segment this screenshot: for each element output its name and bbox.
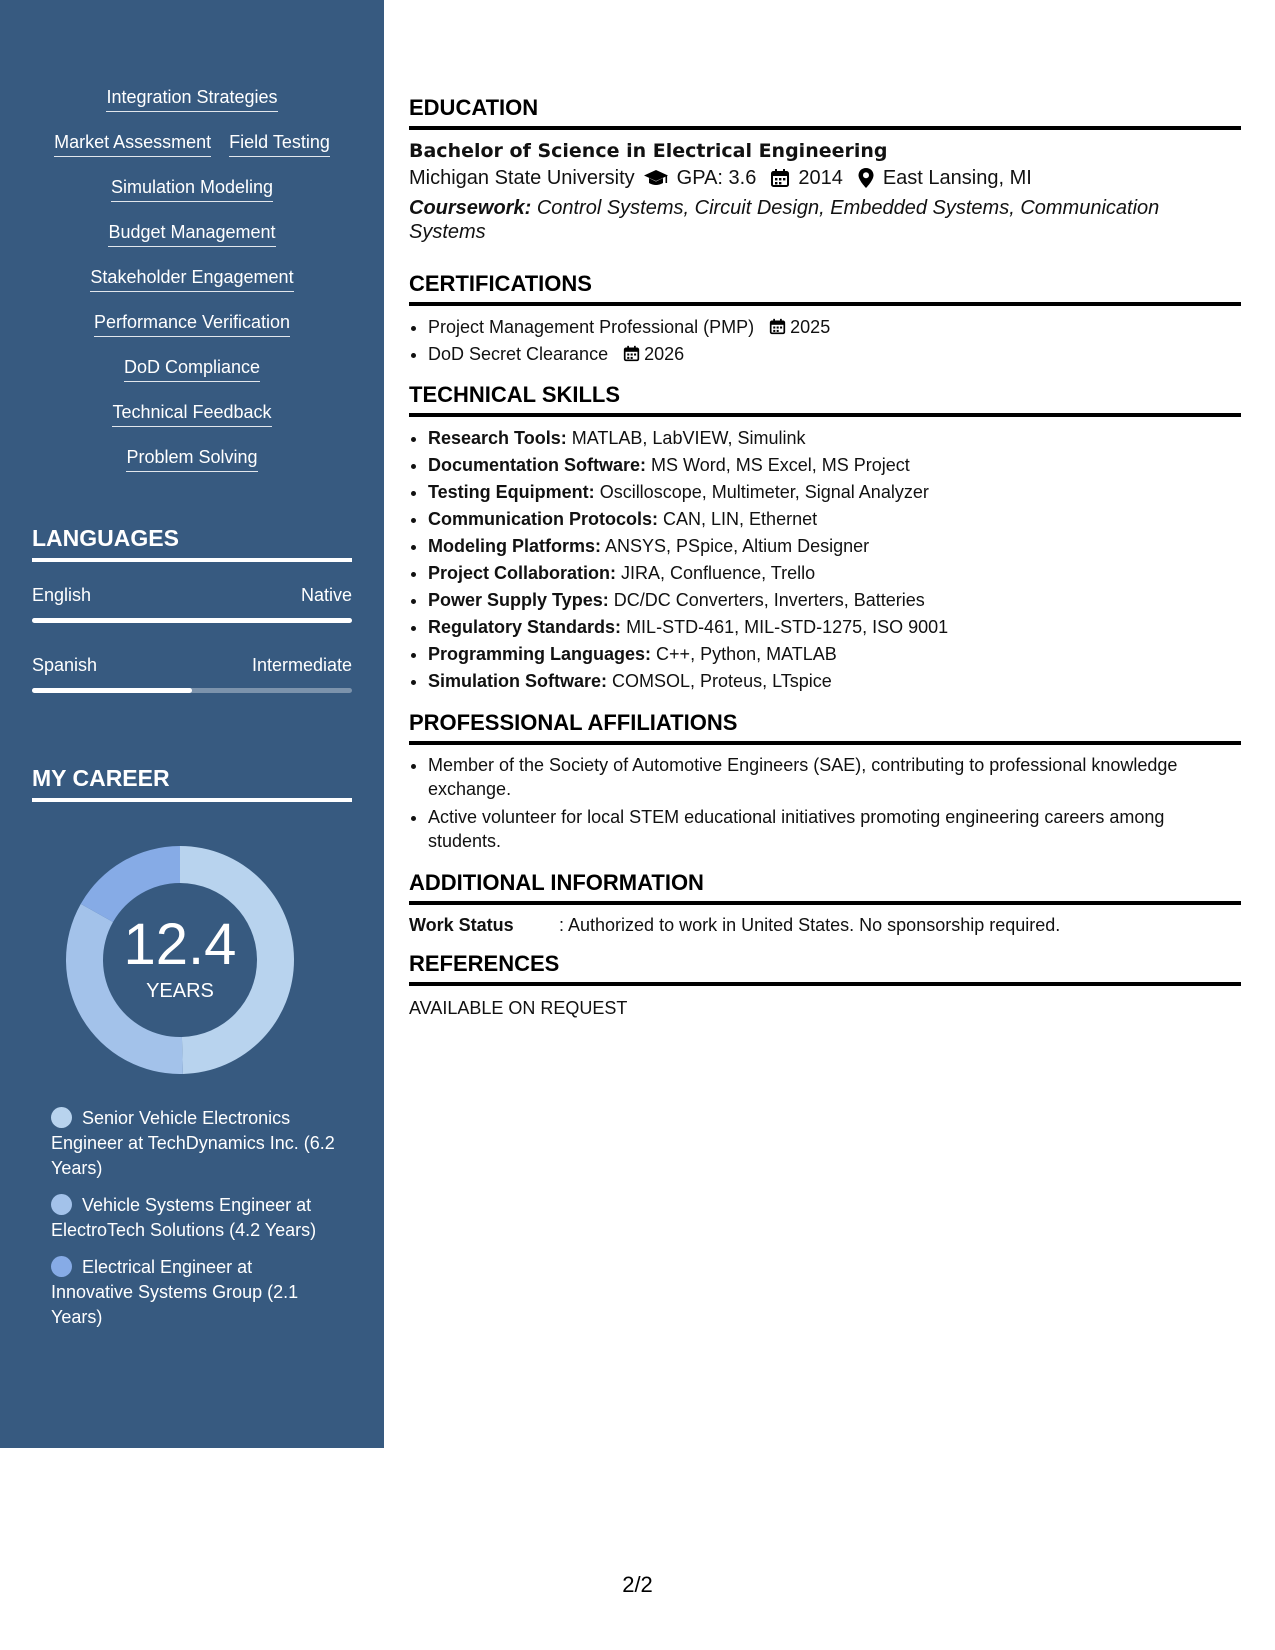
school-location: East Lansing, MI	[882, 167, 1032, 189]
language-name: Spanish	[32, 655, 98, 675]
additional-info-section	[409, 869, 1241, 937]
language-bar-fill	[32, 688, 192, 693]
section-title: ADDITIONAL INFORMATION	[409, 869, 1241, 905]
school-name: Michigan State University	[409, 167, 635, 189]
skill-label: Regulatory Standards:	[428, 617, 622, 637]
education-details	[409, 164, 1241, 192]
section-title: PROFESSIONAL AFFILIATIONS	[409, 709, 1241, 745]
language-bar	[32, 688, 352, 693]
skill-label: Communication Protocols:	[428, 509, 659, 529]
skill-label: Power Supply Types:	[428, 590, 609, 610]
section-title: EDUCATION	[409, 94, 1241, 130]
skill-tag: Integration Strategies	[106, 86, 277, 112]
work-status-row	[409, 913, 1241, 937]
skill-value: MIL-STD-461, MIL-STD-1275, ISO 9001	[626, 617, 949, 637]
skill-label: Research Tools:	[428, 428, 567, 448]
coursework	[409, 196, 1241, 244]
skill-row	[32, 356, 352, 401]
skill-tag: Performance Verification	[94, 311, 290, 337]
career-donut-chart	[66, 846, 294, 1074]
skill-tag: Stakeholder Engagement	[90, 266, 293, 292]
skill-label: Simulation Software:	[428, 671, 608, 691]
skill-tag: Market Assessment	[54, 131, 211, 157]
skill-tag: DoD Compliance	[124, 356, 260, 382]
language-level: Intermediate	[251, 655, 352, 675]
skill-label: Project Collaboration:	[428, 563, 617, 583]
career-entry-text: Senior Vehicle Electronics Engineer at TechDynamics Inc. (6.2 Years)	[51, 1108, 335, 1178]
skill-item	[428, 587, 1241, 614]
technical-skills-list	[409, 425, 1241, 695]
career-entry-text: Vehicle Systems Engineer at ElectroTech Solutions (4.2 Years)	[51, 1195, 317, 1240]
career-legend-item	[51, 1106, 336, 1181]
career-legend-item	[51, 1255, 336, 1330]
sidebar	[0, 0, 384, 1448]
skill-value: COMSOL, Proteus, LTspice	[612, 671, 832, 691]
certifications-list	[409, 314, 1241, 368]
education-section	[409, 94, 1241, 244]
page-number: 2/2	[622, 1572, 653, 1597]
skill-tag: Technical Feedback	[112, 401, 271, 427]
skill-row	[32, 176, 352, 221]
legend-dot-icon	[51, 1107, 72, 1128]
skill-row	[32, 131, 352, 176]
language-english	[32, 584, 352, 623]
skill-value: JIRA, Confluence, Trello	[621, 563, 816, 583]
references-section	[409, 950, 1241, 1020]
skill-value: C++, Python, MATLAB	[656, 644, 837, 664]
certification-name: DoD Secret Clearance	[428, 344, 609, 364]
certifications-section	[409, 270, 1241, 368]
calendar-icon	[770, 168, 790, 188]
work-status-label: Work Status	[409, 915, 514, 935]
languages-heading: LANGUAGES	[32, 524, 352, 562]
skill-row	[32, 401, 352, 446]
skill-label: Testing Equipment:	[428, 482, 595, 502]
skill-item	[428, 641, 1241, 668]
affiliations-section	[409, 709, 1241, 857]
skill-row	[32, 221, 352, 266]
technical-skills-section	[409, 381, 1241, 695]
affiliations-list	[409, 753, 1241, 853]
skill-item	[428, 533, 1241, 560]
gpa: GPA: 3.6	[676, 167, 757, 189]
skill-row	[32, 266, 352, 311]
skill-label: Programming Languages:	[428, 644, 652, 664]
affiliation-item: • Member of the Society of Automotive Engineers (SAE), contributing to professional knowledge exchange.	[428, 753, 1241, 801]
career-heading: MY CAREER	[32, 764, 352, 802]
certification-name: Project Management Professional (PMP)	[428, 317, 755, 337]
language-bar-fill	[32, 618, 352, 623]
skill-tag: Simulation Modeling	[111, 176, 273, 202]
skill-value: CAN, LIN, Ethernet	[663, 509, 818, 529]
skill-row	[32, 311, 352, 356]
career-years-label: YEARS	[146, 980, 214, 1002]
section-title: TECHNICAL SKILLS	[409, 381, 1241, 417]
skill-item	[428, 425, 1241, 452]
certification-year: 2025	[790, 317, 831, 337]
coursework-list: Control Systems, Circuit Design, Embedded Systems, Communication Systems	[409, 197, 1160, 243]
degree-title: Bachelor of Science in Electrical Engineering	[409, 140, 888, 162]
skill-item	[428, 452, 1241, 479]
certification-year: 2026	[644, 344, 685, 364]
career-legend-item	[51, 1193, 336, 1243]
skill-tag: Field Testing	[229, 131, 330, 157]
skill-item	[428, 668, 1241, 695]
graduation-cap-icon	[643, 168, 669, 188]
legend-dot-icon	[51, 1194, 72, 1215]
calendar-icon	[769, 318, 786, 335]
skill-value: ANSYS, PSpice, Altium Designer	[605, 536, 870, 556]
skill-label: Modeling Platforms:	[428, 536, 602, 556]
career-total-years: 12.4	[123, 912, 237, 977]
certification-item	[428, 314, 1241, 341]
certification-item	[428, 341, 1241, 368]
skill-value: DC/DC Converters, Inverters, Batteries	[613, 590, 925, 610]
skill-item	[428, 614, 1241, 641]
references-text: AVAILABLE ON REQUEST	[409, 998, 628, 1018]
skill-row	[32, 446, 352, 491]
work-status-value: : Authorized to work in United States. No sponsorship required.	[559, 915, 1061, 935]
skill-row	[32, 86, 352, 131]
language-bar	[32, 618, 352, 623]
skill-value: MS Word, MS Excel, MS Project	[651, 455, 910, 475]
career-entry-text: Electrical Engineer at Innovative Systems Group (2.1 Years)	[51, 1257, 299, 1327]
legend-dot-icon	[51, 1256, 72, 1277]
skill-label: Documentation Software:	[428, 455, 647, 475]
skill-tag: Problem Solving	[126, 446, 257, 472]
calendar-icon	[623, 345, 640, 362]
section-title: REFERENCES	[409, 950, 1241, 986]
coursework-label: Coursework:	[409, 197, 532, 219]
skill-item	[428, 479, 1241, 506]
language-name: English	[32, 585, 92, 605]
skill-value: Oscilloscope, Multimeter, Signal Analyzer	[599, 482, 929, 502]
location-pin-icon	[857, 167, 875, 189]
skill-item	[428, 506, 1241, 533]
skill-value: MATLAB, LabVIEW, Simulink	[571, 428, 806, 448]
skill-tag: Budget Management	[108, 221, 275, 247]
language-spanish	[32, 654, 352, 693]
affiliation-item: • Active volunteer for local STEM educational initiatives promoting engineering careers among students.	[428, 805, 1241, 853]
graduation-year: 2014	[798, 167, 843, 189]
section-title: CERTIFICATIONS	[409, 270, 1241, 306]
skill-item	[428, 560, 1241, 587]
skills-list	[32, 86, 352, 491]
career-legend	[51, 1106, 336, 1342]
language-level: Native	[300, 585, 352, 605]
